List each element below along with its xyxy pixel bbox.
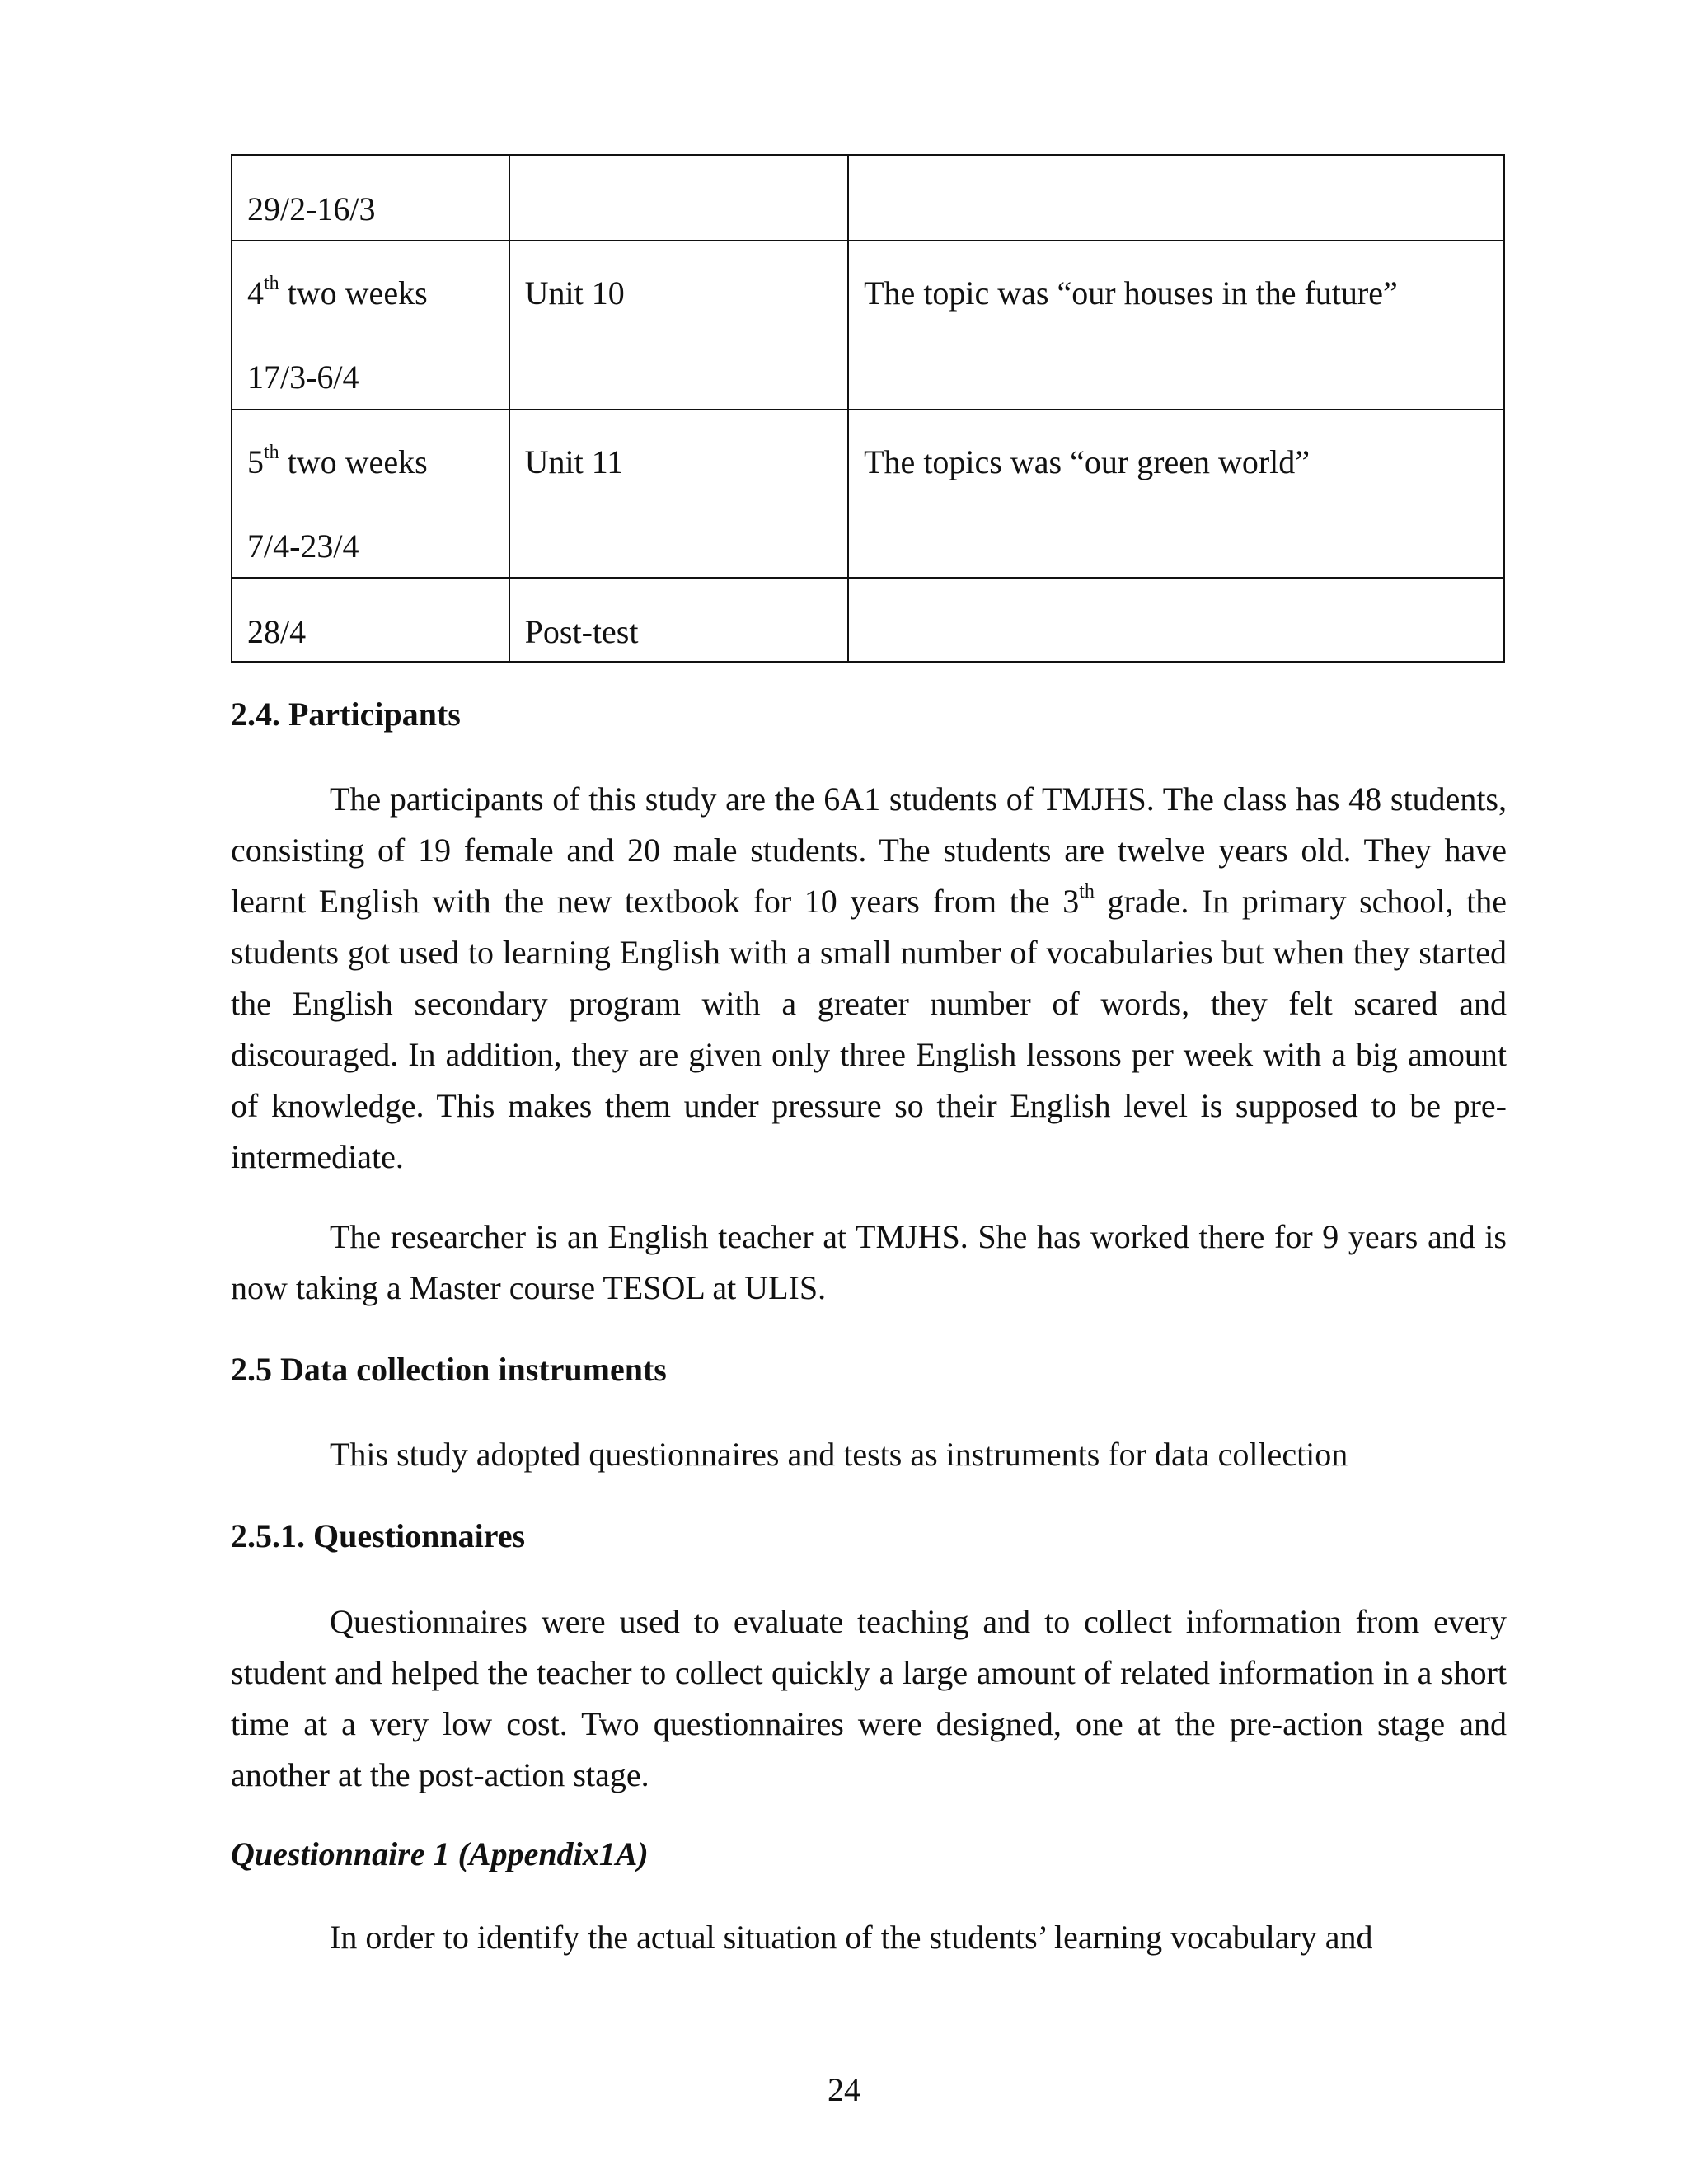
table-cell-topic — [848, 155, 1504, 241]
section-heading-participants: 2.4. Participants — [231, 696, 461, 733]
table-row — [232, 410, 1504, 578]
table-cell-topic: The topics was “our green world” — [848, 410, 1504, 578]
table-cell-topic — [848, 578, 1504, 662]
paragraph-questionnaires: Questionnaires were used to evaluate teaching and to collect information from every student and helped the teacher to collect quickly a large amount of related information in a short time at a very low cost. Two questionnaires were designed, one at the pre-action stage and another at the post-action stage. — [231, 1603, 1507, 1793]
paragraph-participants-1: The participants of this study are the 6A1 students of TMJHS. The class has 48 students, consisting of 19 female and 20 male students. The students are twelve years old. They have learnt English with the new textbook for 10 years from the 3th grade. In primary school, the students got used to learning English with a small number of vocabularies but when they started the English secondary program with a greater number of words, they felt scared and discouraged. In addition, they are given only three English lessons per week with a big amount of knowledge. This makes them under pressure so their English level is supposed to be pre-intermediate. — [231, 780, 1507, 1175]
paragraph-questionnaire-1: In order to identify the actual situation of the students’ learning vocabulary and — [330, 1919, 1373, 1956]
section-heading-questionnaires: 2.5.1. Questionnaires — [231, 1517, 526, 1554]
table-row — [232, 155, 1504, 241]
page-number: 24 — [828, 2071, 860, 2108]
table-cell-unit: Unit 11 — [509, 410, 848, 578]
paragraph-instruments: This study adopted questionnaires and tests as instruments for data collection — [330, 1436, 1348, 1473]
table-row — [232, 241, 1504, 410]
table-cell-period: 4th two weeks 17/3-6/4 — [232, 241, 509, 410]
table-cell-period: 29/2-16/3 — [232, 155, 509, 241]
table-cell-period: 28/4 — [232, 578, 509, 662]
schedule-table — [231, 154, 1505, 663]
table-cell-topic: The topic was “our houses in the future” — [848, 241, 1504, 410]
table-cell-period: 5th two weeks 7/4-23/4 — [232, 410, 509, 578]
table-cell-unit: Post-test — [509, 578, 848, 662]
table-cell-unit: Unit 10 — [509, 241, 848, 410]
section-heading-instruments: 2.5 Data collection instruments — [231, 1351, 667, 1388]
table-cell-unit — [509, 155, 848, 241]
section-heading-questionnaire-1: Questionnaire 1 (Appendix1A) — [231, 1835, 649, 1872]
paragraph-participants-2: The researcher is an English teacher at TMJHS. She has worked there for 9 years and is now taking a Master course TESOL at ULIS. — [231, 1218, 1507, 1306]
table-row — [232, 578, 1504, 662]
